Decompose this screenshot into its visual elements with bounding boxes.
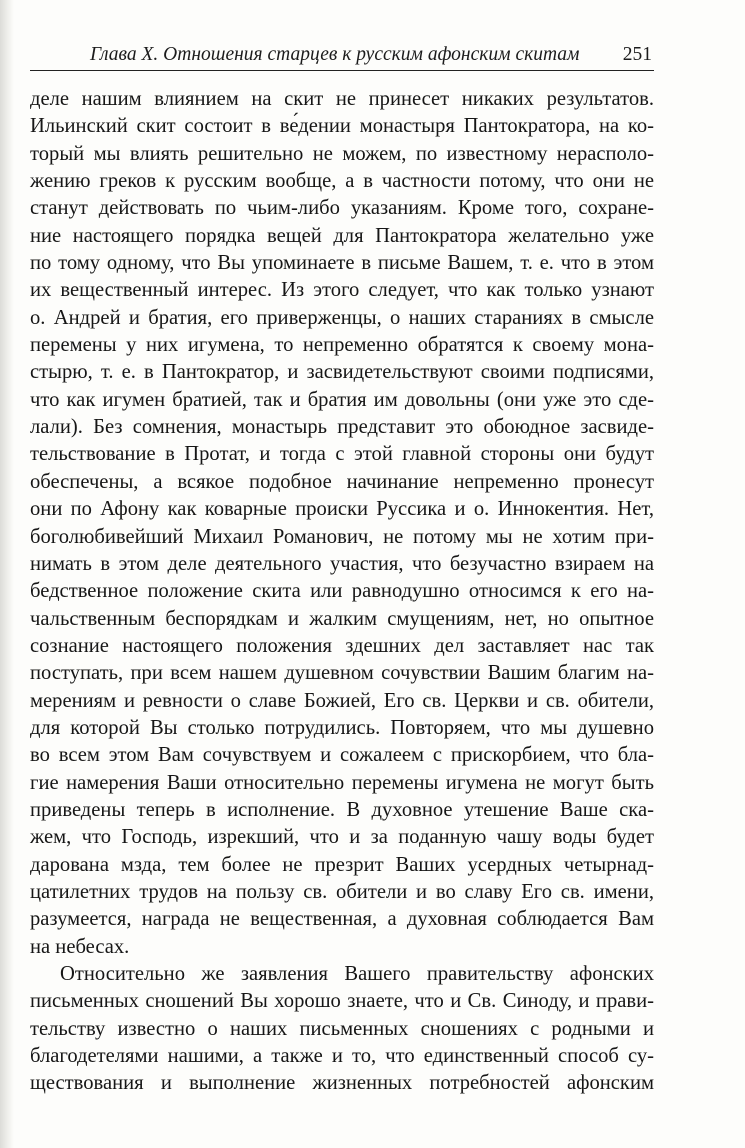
text-line: на небесах. bbox=[30, 935, 130, 958]
text-line: во всем этом Вам сочувствуем и сожалеем с прискорбием, что бла- bbox=[30, 744, 654, 767]
text-line: торый мы влиять решительно не можем, по известному нерасполо- bbox=[30, 142, 654, 165]
text-line: лали). Без сомнения, монастырь представит это обоюдное засвиде- bbox=[30, 416, 654, 439]
text-line: деле нашим влиянием на скит не принесет никаких результатов. bbox=[30, 88, 654, 110]
text-line: мерениям и ревности о славе Божией, Его св. Церкви и св. обители, bbox=[30, 689, 654, 712]
paragraph-1 bbox=[30, 86, 654, 961]
chapter-title: Глава X. Отношения старцев к русским афонским скитам bbox=[90, 44, 580, 65]
page-number: 251 bbox=[622, 44, 652, 65]
text-line: цатилетних трудов на пользу св. обители и во славу Его св. имени, bbox=[30, 880, 654, 903]
text-line: Относительно же заявления Вашего правительству афонских bbox=[60, 963, 654, 985]
text-line: благодетелями нашими, а также и то, что единственный способ су- bbox=[30, 1045, 654, 1068]
text-line: о. Андрей и братия, его приверженцы, о наших стараниях в смысле bbox=[30, 306, 654, 329]
text-line: обеспечены, а всякое подобное начинание непременно пронесут bbox=[30, 470, 654, 493]
text-line: тельству известно о наших письменных сношениях с родными и bbox=[30, 1017, 654, 1040]
running-header bbox=[30, 40, 654, 71]
text-line: бедственное положение скита или равнодушно относимся к его на- bbox=[30, 580, 654, 603]
paragraph-2 bbox=[30, 961, 654, 1098]
text-line: ществования и выполнение жизненных потребностей афонским bbox=[30, 1072, 654, 1095]
text-line: дарована мзда, тем более не презрит Ваших усердных четырнад- bbox=[30, 853, 654, 876]
text-line: разумеется, награда не вещественная, а духовная соблюдается Вам bbox=[30, 908, 654, 931]
text-line: нимать в этом деле деятельного участия, что безучастно взираем на bbox=[30, 552, 654, 575]
body-text bbox=[30, 86, 654, 1098]
text-line: поступать, при всем нашем душевном сочувствии Вашим благим на- bbox=[30, 662, 654, 685]
text-line: гие намерения Ваши относительно перемены игумена не могут быть bbox=[30, 771, 654, 794]
text-line: стырю, т. е. в Пантократор, и засвидетельствуют своими подписями, bbox=[30, 361, 654, 384]
text-line: тельствование в Протат, и тогда с этой главной стороны они будут bbox=[30, 443, 654, 466]
text-line: чальственным беспорядкам и жалким смущениям, нет, но опытное bbox=[30, 607, 654, 630]
text-line: жению греков к русским вообще, а в частности потому, что они не bbox=[30, 170, 654, 193]
text-line: что как игумен братией, так и братия им довольны (они уже это сде- bbox=[30, 388, 654, 411]
text-line: жем, что Господь, изрекший, что и за поданную чашу воды будет bbox=[30, 826, 654, 849]
text-line: письменных сношений Вы хорошо знаете, что и Св. Синоду, и прави- bbox=[30, 990, 654, 1013]
text-line: приведены теперь в исполнение. В духовное утешение Ваше ска- bbox=[30, 798, 654, 821]
text-line: Ильинский скит состоит в ве́дении монастыря Пантократора, на ко- bbox=[30, 115, 654, 138]
text-line: ние настоящего порядка вещей для Пантократора желательно уже bbox=[30, 224, 654, 247]
text-line: сознание настоящего положения здешних дел заставляет нас так bbox=[30, 634, 654, 657]
text-line: их вещественный интерес. Из этого следует, что как только узнают bbox=[30, 279, 654, 302]
text-line: они по Афону как коварные происки Руссика и о. Иннокентия. Нет, bbox=[30, 498, 654, 521]
text-line: для которой Вы столько потрудились. Повторяем, что мы душевно bbox=[30, 716, 654, 739]
text-line: перемены у них игумена, то непременно обратятся к своему мона- bbox=[30, 334, 654, 357]
text-line: по тому одному, что Вы упоминаете в письме Вашем, т. е. что в этом bbox=[30, 252, 654, 275]
text-line: боголюбивейший Михаил Романович, не потому мы не хотим при- bbox=[30, 525, 654, 548]
text-line: станут действовать по чьим-либо указаниям. Кроме того, сохране- bbox=[30, 197, 654, 220]
page-edge-shadow bbox=[0, 0, 14, 1148]
